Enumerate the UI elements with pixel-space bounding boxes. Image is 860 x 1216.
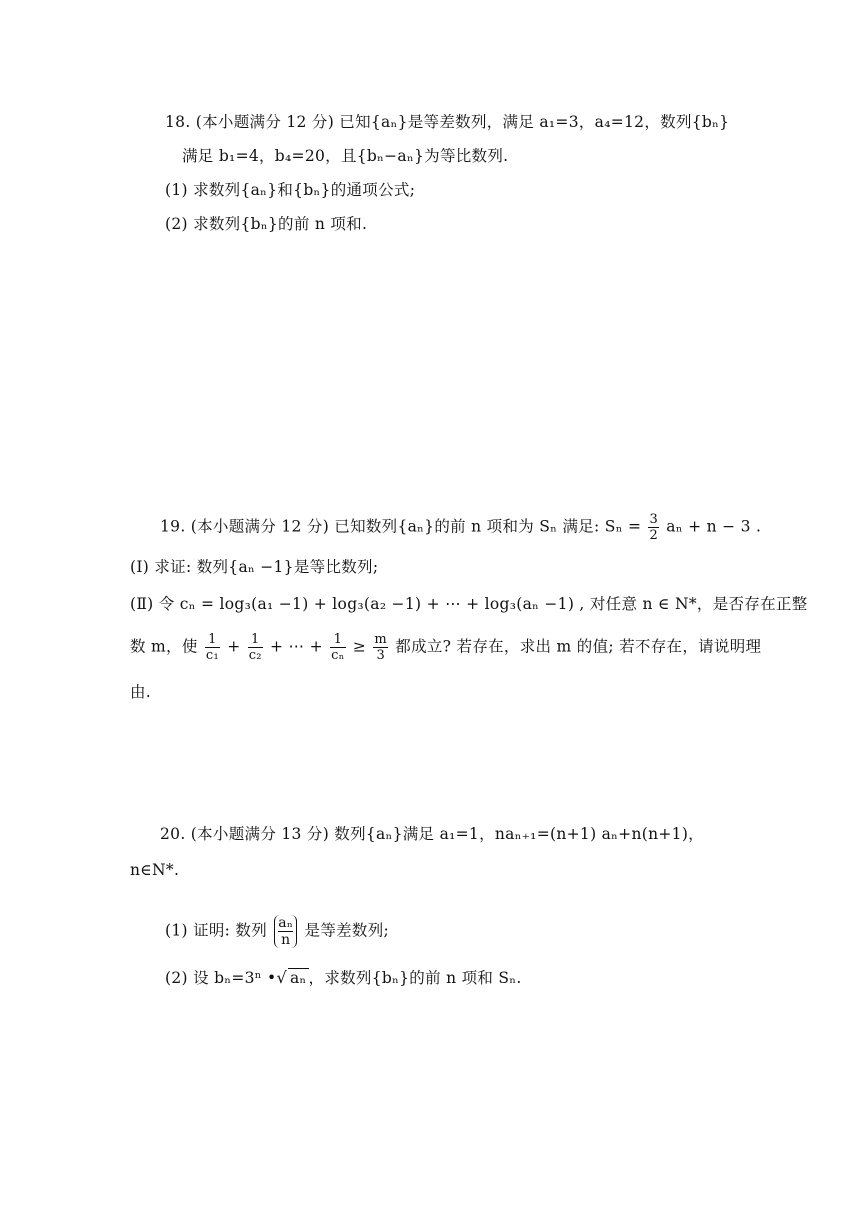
q19-line1-tail: aₙ + n − 3 .: [666, 517, 762, 536]
q19-line4-tail: 都成立? 若存在，求出 m 的值; 若不存在，请说明理: [395, 637, 762, 656]
q19-dots: + ⋯ +: [270, 637, 323, 656]
q19-line5: 由.: [130, 683, 152, 701]
q19-fraction-1-c2: $\frac{1}{\text{c₂}}$: [248, 632, 262, 663]
q18-part2: (2) 求数列{bₙ}的前 n 项和.: [165, 215, 368, 233]
q19-part2: (Ⅱ) 令 cₙ = log₃(a₁ −1) + log₃(a₂ −1) + ⋯ + log₃(aₙ −1) , 对任意 n ∈ N*，是否存在正整: [130, 595, 808, 613]
q20-part1-head: (1) 证明: 数列: [165, 921, 268, 940]
q19-line1-text: 19. (本小题满分 12 分) 已知数列{aₙ}的前 n 项和为 Sₙ 满足: Sₙ =: [160, 517, 642, 536]
q18-part1: (1) 求数列{aₙ}和{bₙ}的通项公式;: [165, 181, 416, 199]
q20-line2: n∈N*.: [130, 861, 180, 879]
q19-fraction-three-halves: $\frac{3}{2}$: [649, 512, 659, 543]
q19-line4: [130, 632, 761, 663]
q19-line4-head: 数 m，使: [130, 637, 198, 656]
q20-part1-tail: 是等差数列;: [304, 921, 390, 940]
q18-line2: 满足 b₁=4，b₄=20，且{bₙ−aₙ}为等比数列.: [182, 147, 509, 165]
q20-sequence-an-over-n: $\frac{\text{aₙ}}{n}$: [274, 915, 297, 948]
q19-plus: +: [227, 637, 241, 656]
q19-fraction-1-c1: $\frac{1}{\text{c₁}}$: [205, 632, 219, 663]
q19-geq: ≥: [352, 637, 367, 656]
q19-part1: (Ⅰ) 求证: 数列{aₙ −1}是等比数列;: [130, 558, 379, 576]
q18-line1: 18. (本小题满分 12 分) 已知{aₙ}是等差数列，满足 a₁=3，a₄=12，数列{bₙ}: [165, 113, 730, 131]
q19-fraction-m-3: $\frac{m}{3}$: [374, 632, 388, 663]
q19-fraction-1-cn: $\frac{1}{\text{cₙ}}$: [331, 632, 345, 663]
q20-part2: [165, 966, 522, 990]
q20-part2-head: (2) 设 bₙ=3ⁿ •: [165, 969, 277, 987]
q20-radicand: aₙ: [289, 969, 307, 987]
q20-line1: 20. (本小题满分 13 分) 数列{aₙ}满足 a₁=1，naₙ₊₁=(n+1) aₙ+n(n+1)，: [160, 825, 704, 843]
q19-line1: [160, 512, 761, 543]
q20-part1: [165, 915, 389, 948]
sqrt-radical-icon: √: [276, 968, 287, 987]
q20-part2-tail: ，求数列{bₙ}的前 n 项和 Sₙ.: [308, 969, 522, 987]
